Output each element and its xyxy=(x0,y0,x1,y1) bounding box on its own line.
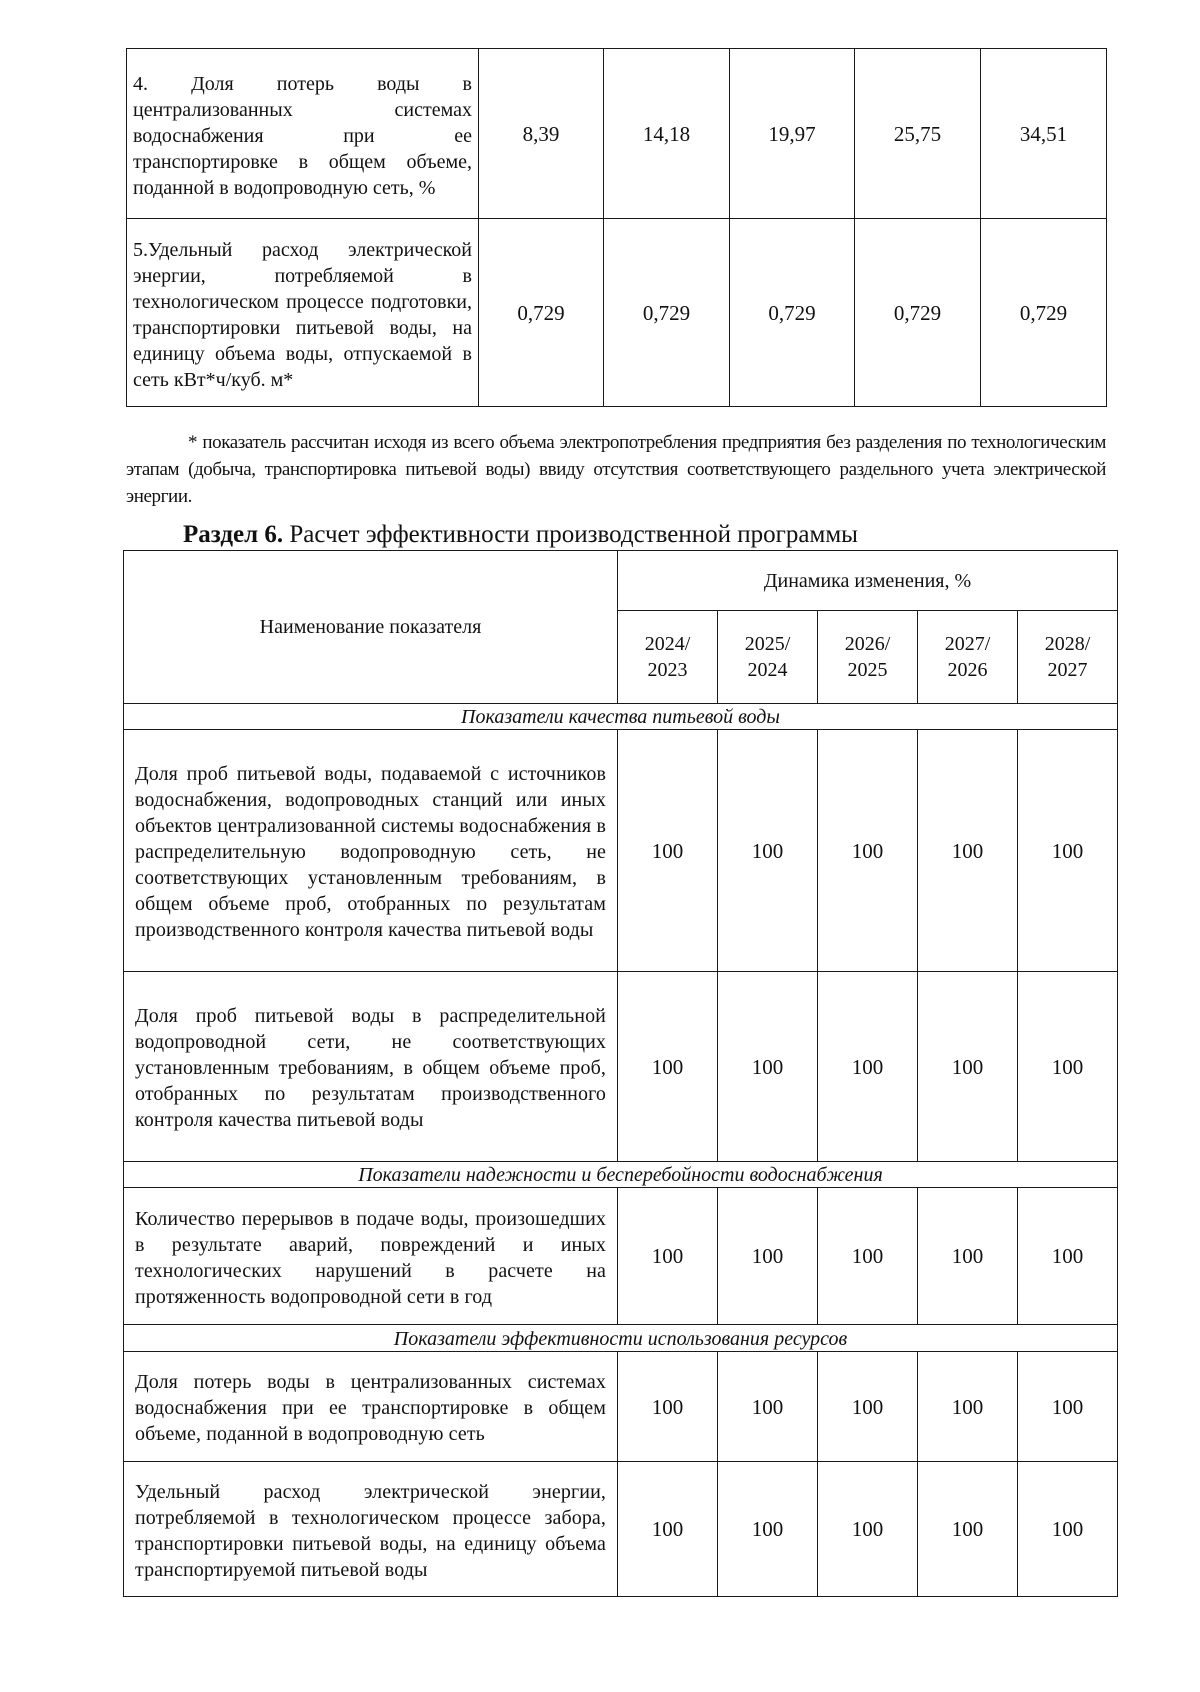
header-indicator-name: Наименование показателя xyxy=(124,551,618,704)
year-top: 2027/ xyxy=(944,633,991,655)
table-row xyxy=(124,1352,1118,1462)
year-bottom: 2023 xyxy=(647,659,688,681)
value-cell: 0,729 xyxy=(479,219,604,407)
value-cell: 100 xyxy=(718,1188,818,1325)
table-row xyxy=(124,730,1118,972)
value-cell: 100 xyxy=(1018,730,1118,972)
header-row xyxy=(124,551,1118,611)
year-header xyxy=(818,611,918,704)
year-bottom: 2027 xyxy=(1047,659,1088,681)
value-cell: 100 xyxy=(818,972,918,1162)
year-header xyxy=(618,611,718,704)
value-cell: 100 xyxy=(918,1188,1018,1325)
year-bottom: 2024 xyxy=(747,659,788,681)
value-cell: 100 xyxy=(818,1352,918,1462)
value-cell: 25,75 xyxy=(855,49,981,219)
value-cell: 100 xyxy=(718,1352,818,1462)
year-header xyxy=(918,611,1018,704)
value-cell: 0,729 xyxy=(855,219,981,407)
value-cell: 19,97 xyxy=(730,49,855,219)
table-row xyxy=(124,1188,1118,1325)
value-cell: 100 xyxy=(618,1188,718,1325)
indicator-label: Количество перерывов в подаче воды, произошедших в результате аварий, повреждений и иных технологических нарушений в расчете на протяженность водопроводной сети в год xyxy=(124,1188,618,1325)
table-row xyxy=(127,219,1107,407)
indicator-label: 4. Доля потерь воды в централизованных системах водоснабжения при ее транспортировке в общем объеме, поданной в водопроводную сеть, % xyxy=(127,49,479,219)
value-cell: 14,18 xyxy=(604,49,730,219)
efficiency-table xyxy=(123,550,1118,1597)
year-top: 2026/ xyxy=(844,633,891,655)
indicator-label: Удельный расход электрической энергии, потребляемой в технологическом процессе забора, транспортировки питьевой воды, на единицу объема транспортируемой питьевой воды xyxy=(124,1462,618,1597)
value-cell: 100 xyxy=(718,972,818,1162)
value-cell: 0,729 xyxy=(730,219,855,407)
value-cell: 100 xyxy=(918,972,1018,1162)
value-cell: 100 xyxy=(818,1462,918,1597)
section-title xyxy=(183,520,858,550)
value-cell: 100 xyxy=(1018,972,1118,1162)
footnote: * показатель рассчитан исходя из всего объема электропотребления предприятия без разделения по технологическим этапам (добыча, транспортировка питьевой воды) ввиду отсутствия соответствующего раздельного учета электрической энергии. xyxy=(126,432,1106,507)
group-title: Показатели надежности и бесперебойности водоснабжения xyxy=(124,1162,1118,1188)
value-cell: 100 xyxy=(918,730,1018,972)
value-cell: 100 xyxy=(618,730,718,972)
value-cell: 100 xyxy=(618,1352,718,1462)
group-title: Показатели эффективности использования ресурсов xyxy=(124,1325,1118,1352)
value-cell: 34,51 xyxy=(981,49,1107,219)
value-cell: 100 xyxy=(618,972,718,1162)
header-dynamics: Динамика изменения, % xyxy=(618,551,1118,611)
table-row xyxy=(124,1462,1118,1597)
year-top: 2028/ xyxy=(1044,633,1091,655)
indicator-label: Доля проб питьевой воды в распределительной водопроводной сети, не соответствующих установленным требованиям, в общем объеме проб, отобранных по результатам производственного контроля качества питьевой воды xyxy=(124,972,618,1162)
indicator-label: 5.Удельный расход электрической энергии, потребляемой в технологическом процессе подготовки, транспортировки питьевой воды, на единицу объема воды, отпускаемой в сеть кВт*ч/куб. м* xyxy=(127,219,479,407)
value-cell: 100 xyxy=(818,730,918,972)
indicator-label: Доля потерь воды в централизованных системах водоснабжения при ее транспортировке в общем объеме, поданной в водопроводную сеть xyxy=(124,1352,618,1462)
year-top: 2025/ xyxy=(744,633,791,655)
group-row xyxy=(124,1162,1118,1188)
value-cell: 0,729 xyxy=(604,219,730,407)
group-row xyxy=(124,1325,1118,1352)
value-cell: 0,729 xyxy=(981,219,1107,407)
value-cell: 100 xyxy=(718,1462,818,1597)
year-bottom: 2025 xyxy=(847,659,888,681)
indicator-label: Доля проб питьевой воды, подаваемой с источников водоснабжения, водопроводных станций или иных объектов централизованной системы водоснабжения в распределительную водопроводную сеть, не соответствующих установленным требованиям, в общем объеме проб, отобранных по результатам производственного контроля качества питьевой воды xyxy=(124,730,618,972)
value-cell: 100 xyxy=(818,1188,918,1325)
table-row xyxy=(127,49,1107,219)
value-cell: 8,39 xyxy=(479,49,604,219)
value-cell: 100 xyxy=(1018,1188,1118,1325)
year-header xyxy=(718,611,818,704)
section-number: Раздел 6. xyxy=(183,521,284,548)
value-cell: 100 xyxy=(718,730,818,972)
year-bottom: 2026 xyxy=(947,659,988,681)
year-top: 2024/ xyxy=(644,633,691,655)
value-cell: 100 xyxy=(1018,1462,1118,1597)
table-row xyxy=(124,972,1118,1162)
group-title: Показатели качества питьевой воды xyxy=(124,704,1118,730)
value-cell: 100 xyxy=(918,1352,1018,1462)
year-header xyxy=(1018,611,1118,704)
value-cell: 100 xyxy=(618,1462,718,1597)
indicators-table-continued xyxy=(126,48,1107,407)
value-cell: 100 xyxy=(1018,1352,1118,1462)
value-cell: 100 xyxy=(918,1462,1018,1597)
group-row xyxy=(124,704,1118,730)
section-name: Расчет эффективности производственной программы xyxy=(283,521,858,548)
